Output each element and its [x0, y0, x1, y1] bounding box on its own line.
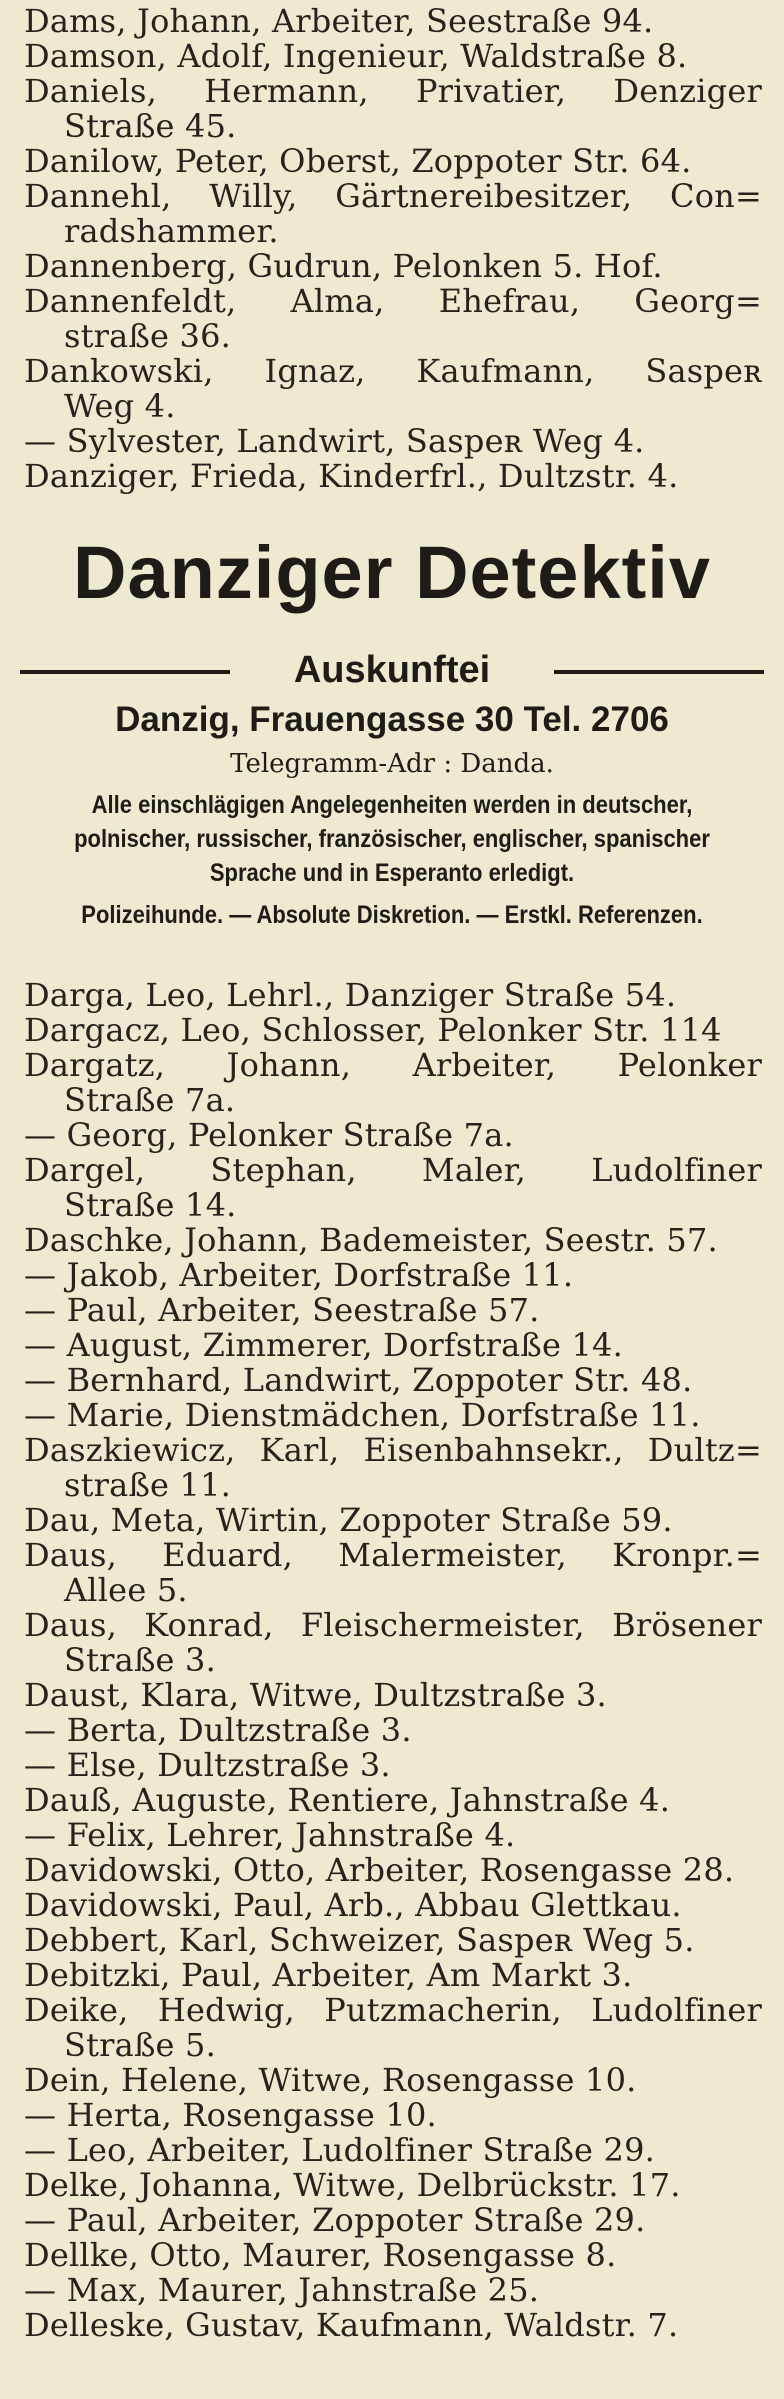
ad-telegram: Telegramm-Adr : Danda. — [230, 749, 554, 779]
entry-line: Dannenberg, Gudrun, Pelonken 5. Hof. — [24, 247, 663, 285]
entry-line: Dargatz, Johann, Arbeiter, Pelonker — [24, 1046, 762, 1084]
entry-line: Dams, Johann, Arbeiter, Seestraße 94. — [24, 2, 654, 40]
directory-entry — [0, 2168, 784, 2203]
directory-entry — [0, 1748, 784, 1783]
entry-line: — Leo, Arbeiter, Ludolfiner Straße 29. — [24, 2131, 656, 2169]
entry-line: Dargel, Stephan, Maler, Ludolfiner — [24, 1151, 762, 1189]
entry-continuation: Allee 5. — [64, 1571, 188, 1609]
directory-entry — [0, 1678, 784, 1713]
entry-line: Daust, Klara, Witwe, Dultzstraße 3. — [24, 1676, 607, 1714]
directory-entry — [0, 1258, 784, 1293]
entry-line: — Marie, Dienstmädchen, Dorfstraße 11. — [24, 1396, 701, 1434]
entry-line: Daus, Konrad, Fleischermeister, Brösener — [24, 1606, 762, 1644]
directory-entry — [0, 1958, 784, 1993]
entry-line: Deike, Hedwig, Putzmacherin, Ludolfiner — [24, 1991, 762, 2029]
entry-line: Daszkiewicz, Karl, Eisenbahnsekr., Dultz= — [24, 1431, 762, 1469]
entry-continuation: Straße 7a. — [64, 1081, 236, 1119]
entry-line: — Felix, Lehrer, Jahnstraße 4. — [24, 1816, 516, 1854]
directory-entry — [0, 459, 784, 494]
ad-footer: Polizeihunde. — Absolute Diskretion. — Erstkl. Referenzen. — [81, 901, 703, 929]
entry-line: Debbert, Karl, Schweizer, Saspeʀ Weg 5. — [24, 1921, 695, 1959]
directory-entry — [0, 1503, 784, 1538]
directory-entry — [0, 249, 784, 284]
ad-subtitle: Auskunftei — [293, 649, 491, 691]
directory-entry — [0, 2098, 784, 2133]
directory-entry — [0, 179, 784, 249]
entry-line: — Sylvester, Landwirt, Saspeʀ Weg 4. — [24, 422, 645, 460]
entry-line: Delleske, Gustav, Kaufmann, Waldstr. 7. — [24, 2306, 679, 2344]
entry-line: Dannehl, Willy, Gärtnereibesitzer, Con= — [24, 177, 762, 215]
entry-line: Daschke, Johann, Bademeister, Seestr. 57. — [24, 1221, 718, 1259]
directory-entry — [0, 424, 784, 459]
entry-line: — August, Zimmerer, Dorfstraße 14. — [24, 1326, 623, 1364]
directory-entry — [0, 1118, 784, 1153]
entry-line: — Georg, Pelonker Straße 7a. — [24, 1116, 514, 1154]
directory-entry — [0, 1608, 784, 1678]
entry-line: Dellke, Otto, Maurer, Rosengasse 8. — [24, 2236, 617, 2274]
directory-entry — [0, 2063, 784, 2098]
ad-rule-right — [554, 670, 764, 674]
directory-entry — [0, 1433, 784, 1503]
entry-line: — Else, Dultzstraße 3. — [24, 1746, 391, 1784]
directory-entry — [0, 1888, 784, 1923]
directory-entry — [0, 144, 784, 179]
directory-entry — [0, 1363, 784, 1398]
entry-continuation: straße 36. — [64, 317, 232, 355]
entry-line: Delke, Johanna, Witwe, Delbrückstr. 17. — [24, 2166, 681, 2204]
directory-entry — [0, 2238, 784, 2273]
ad-title: Danziger Detektiv — [73, 531, 711, 614]
entry-line: — Paul, Arbeiter, Zoppoter Straße 29. — [24, 2201, 646, 2239]
entry-continuation: Straße 3. — [64, 1641, 216, 1679]
entry-line: Darga, Leo, Lehrl., Danziger Straße 54. — [24, 976, 677, 1014]
entry-line: — Jakob, Arbeiter, Dorfstraße 11. — [24, 1256, 574, 1294]
entry-line: — Bernhard, Landwirt, Zoppoter Str. 48. — [24, 1361, 693, 1399]
entry-line: Danziger, Frieda, Kinderfrl., Dultzstr. 4. — [24, 457, 679, 495]
entry-line: Dannenfeldt, Alma, Ehefrau, Georg= — [24, 282, 762, 320]
entries-top — [0, 4, 784, 494]
directory-entry — [0, 2308, 784, 2343]
directory-entry — [0, 39, 784, 74]
entry-line: Davidowski, Paul, Arb., Abbau Glettkau. — [24, 1886, 682, 1924]
directory-entry — [0, 1713, 784, 1748]
entries-bottom — [0, 978, 784, 2343]
entry-continuation: Straße 5. — [64, 2026, 216, 2064]
entry-line: — Herta, Rosengasse 10. — [24, 2096, 437, 2134]
directory-entry — [0, 1398, 784, 1433]
ad-subtitle-row — [20, 648, 764, 692]
ad-address: Danzig, Frauengasse 30 Tel. 2706 — [115, 700, 669, 739]
directory-entry — [0, 1818, 784, 1853]
directory-entry — [0, 2203, 784, 2238]
directory-entry — [0, 1993, 784, 2063]
directory-entry — [0, 1783, 784, 1818]
directory-entry — [0, 1293, 784, 1328]
entry-line: — Berta, Dultzstraße 3. — [24, 1711, 412, 1749]
directory-entry — [0, 1538, 784, 1608]
directory-entry — [0, 1048, 784, 1118]
directory-entry — [0, 74, 784, 144]
entry-line: Dankowski, Ignaz, Kaufmann, Saspeʀ — [24, 352, 762, 390]
entry-line: Damson, Adolf, Ingenieur, Waldstraße 8. — [24, 37, 688, 75]
entry-continuation: Weg 4. — [64, 387, 176, 425]
entry-line: — Max, Maurer, Jahnstraße 25. — [24, 2271, 540, 2309]
entry-continuation: Straße 45. — [64, 107, 237, 145]
entry-continuation: straße 11. — [64, 1466, 232, 1504]
entry-line: Debitzki, Paul, Arbeiter, Am Markt 3. — [24, 1956, 633, 1994]
directory-entry — [0, 1013, 784, 1048]
directory-entry — [0, 354, 784, 424]
entry-line: Dau, Meta, Wirtin, Zoppoter Straße 59. — [24, 1501, 673, 1539]
ad-body: Alle einschlägigen Angelegenheiten werden in deutscher, polnischer, russischer, französischer, englischer, spanischer Sprache und in Esperanto erledigt. — [74, 791, 710, 887]
directory-entry — [0, 1328, 784, 1363]
directory-entry — [0, 1223, 784, 1258]
directory-entry — [0, 284, 784, 354]
entry-continuation: radshammer. — [64, 212, 279, 250]
directory-entry — [0, 2133, 784, 2168]
detective-advertisement — [0, 528, 784, 948]
entry-line: — Paul, Arbeiter, Seestraße 57. — [24, 1291, 540, 1329]
directory-entry — [0, 4, 784, 39]
entry-line: Davidowski, Otto, Arbeiter, Rosengasse 28. — [24, 1851, 735, 1889]
entry-line: Dein, Helene, Witwe, Rosengasse 10. — [24, 2061, 637, 2099]
entry-line: Dauß, Auguste, Rentiere, Jahnstraße 4. — [24, 1781, 671, 1819]
entry-line: Daniels, Hermann, Privatier, Denziger — [24, 72, 762, 110]
entry-line: Daus, Eduard, Malermeister, Kronpr.= — [24, 1536, 762, 1574]
directory-entry — [0, 978, 784, 1013]
directory-entry — [0, 2273, 784, 2308]
directory-entry — [0, 1853, 784, 1888]
entry-continuation: Straße 14. — [64, 1186, 237, 1224]
directory-entry — [0, 1153, 784, 1223]
entry-line: Dargacz, Leo, Schlosser, Pelonker Str. 114 — [24, 1011, 722, 1049]
directory-entry — [0, 1923, 784, 1958]
entry-line: Danilow, Peter, Oberst, Zoppoter Str. 64. — [24, 142, 692, 180]
